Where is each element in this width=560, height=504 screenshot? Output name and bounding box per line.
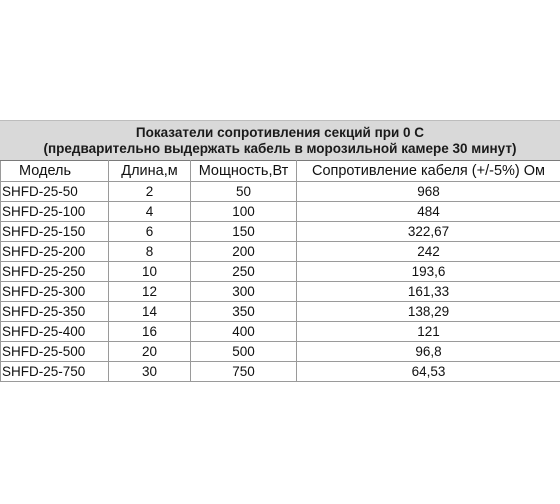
- cell-model: SHFD-25-250: [1, 262, 109, 282]
- cell-length: 30: [109, 362, 191, 382]
- header-model: Модель: [1, 161, 109, 182]
- table-header-row: [1, 161, 560, 182]
- table-row: [1, 182, 560, 202]
- table-row: [1, 342, 560, 362]
- cell-resistance: 161,33: [297, 282, 560, 302]
- cell-model: SHFD-25-200: [1, 242, 109, 262]
- resistance-sheet: [0, 120, 560, 382]
- table-row: [1, 282, 560, 302]
- cell-model: SHFD-25-350: [1, 302, 109, 322]
- header-resistance: Сопротивление кабеля (+/-5%) Ом: [297, 161, 560, 182]
- table-title-block: [0, 120, 560, 160]
- cell-resistance: 322,67: [297, 222, 560, 242]
- cell-resistance: 138,29: [297, 302, 560, 322]
- cell-model: SHFD-25-750: [1, 362, 109, 382]
- cell-power: 350: [191, 302, 297, 322]
- table-row: [1, 262, 560, 282]
- cell-power: 200: [191, 242, 297, 262]
- cell-length: 8: [109, 242, 191, 262]
- cell-power: 50: [191, 182, 297, 202]
- table-row: [1, 362, 560, 382]
- table-title-line-2: (предварительно выдержать кабель в морозильной камере 30 минут): [43, 141, 517, 156]
- cell-model: SHFD-25-400: [1, 322, 109, 342]
- table-title-line-1: Показатели сопротивления секций при 0 С: [135, 125, 425, 140]
- cell-length: 14: [109, 302, 191, 322]
- cell-resistance: 193,6: [297, 262, 560, 282]
- table-row: [1, 302, 560, 322]
- cell-length: 20: [109, 342, 191, 362]
- cell-model: SHFD-25-150: [1, 222, 109, 242]
- cell-power: 750: [191, 362, 297, 382]
- cell-resistance: 968: [297, 182, 560, 202]
- cell-resistance: 484: [297, 202, 560, 222]
- cell-power: 100: [191, 202, 297, 222]
- cell-power: 500: [191, 342, 297, 362]
- cell-power: 400: [191, 322, 297, 342]
- header-length: Длина,м: [109, 161, 191, 182]
- table-row: [1, 202, 560, 222]
- cell-resistance: 64,53: [297, 362, 560, 382]
- cell-power: 150: [191, 222, 297, 242]
- cell-resistance: 96,8: [297, 342, 560, 362]
- cell-model: SHFD-25-500: [1, 342, 109, 362]
- cell-length: 12: [109, 282, 191, 302]
- table-row: [1, 242, 560, 262]
- cell-power: 250: [191, 262, 297, 282]
- cell-resistance: 242: [297, 242, 560, 262]
- header-power: Мощность,Вт: [191, 161, 297, 182]
- cell-length: 10: [109, 262, 191, 282]
- cell-length: 4: [109, 202, 191, 222]
- cell-power: 300: [191, 282, 297, 302]
- cell-model: SHFD-25-50: [1, 182, 109, 202]
- resistance-table: [0, 160, 560, 382]
- cell-model: SHFD-25-300: [1, 282, 109, 302]
- cell-length: 16: [109, 322, 191, 342]
- cell-length: 6: [109, 222, 191, 242]
- cell-length: 2: [109, 182, 191, 202]
- cell-resistance: 121: [297, 322, 560, 342]
- table-row: [1, 222, 560, 242]
- cell-model: SHFD-25-100: [1, 202, 109, 222]
- table-row: [1, 322, 560, 342]
